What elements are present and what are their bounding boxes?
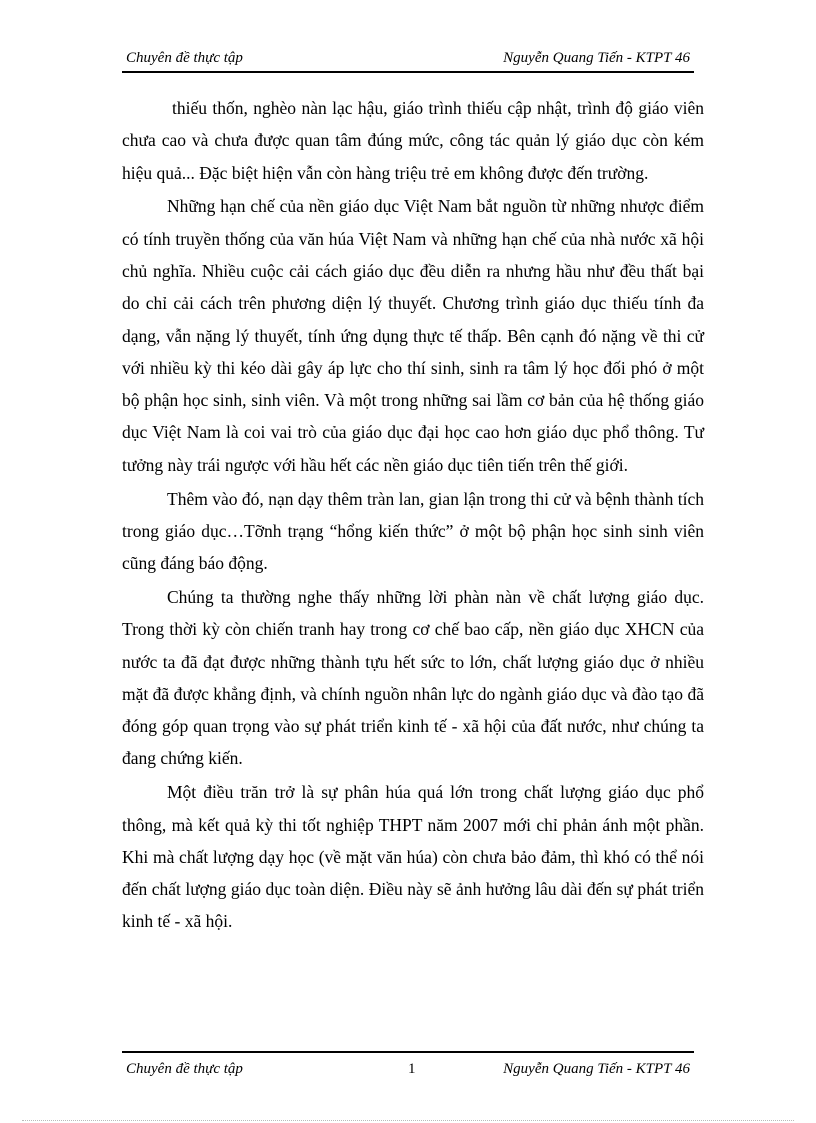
header-course-title: Chuyên đề thực tập: [126, 50, 243, 66]
paragraph: Thêm vào đó, nạn dạy thêm tràn lan, gian lận trong thi cử và bệnh thành tích trong giáo dục…Tỡnh trạng “hổng kiến thức” ở một bộ phận học sinh sinh viên cũng đáng báo động.: [122, 488, 704, 574]
paragraph: Một điều trăn trở là sự phân húa quá lớn trong chất lượng giáo dục phổ thông, mà kết quả kỳ thi tốt nghiệp THPT năm 2007 mới chỉ phản ánh một phần. Khi mà chất lượng dạy học (về mặt văn húa) còn chưa bảo đảm, thì khó có thể nói đến chất lượng giáo dục toàn diện. Điều này sẽ ảnh hưởng lâu dài đến sự phát triển kinh tế - xã hội.: [122, 782, 704, 932]
header-author: Nguyễn Quang Tiến - KTPT 46: [503, 50, 690, 66]
paragraph: Chúng ta thường nghe thấy những lời phàn nàn về chất lượng giáo dục. Trong thời kỳ còn chiến tranh hay trong cơ chế bao cấp, nền giáo dục XHCN của nước ta đã đạt được những thành tựu hết sức to lớn, chất lượng giáo dục ở nhiều mặt đã được khẳng định, và chính nguồn nhân lực do ngành giáo dục và đào tạo đã đóng góp quan trọng vào sự phát triển kinh tế - xã hội của đất nước, như chúng ta đang chứng kiến.: [122, 586, 704, 769]
page-footer: [122, 1051, 694, 1083]
footer-course-title: Chuyên đề thực tập: [126, 1061, 243, 1077]
document-body: [122, 92, 704, 939]
page-number: 1: [408, 1061, 416, 1077]
footer-author: Nguyễn Quang Tiến - KTPT 46: [503, 1061, 690, 1077]
page-bottom-divider: [22, 1120, 794, 1121]
paragraph: Những hạn chế của nền giáo dục Việt Nam bắt nguồn từ những nhược điểm có tính truyền thống của văn húa Việt Nam và những hạn chế của nhà nước xã hội chủ nghĩa. Nhiều cuộc cải cách giáo dục đều diễn ra nhưng hầu như đều thất bại do chỉ cải cách trên phương diện lý thuyết. Chương trình giáo dục thiếu tính đa dạng, vẫn nặng lý thuyết, tính ứng dụng thực tế thấp. Bên cạnh đó nặng về thi cử với nhiều kỳ thi kéo dài gây áp lực cho thí sinh, sinh ra tâm lý học đối phó ở một bộ phận học sinh, sinh viên. Và một trong những sai lầm cơ bản của hệ thống giáo dục Việt Nam là coi vai trò của giáo dục đại học cao hơn giáo dục phổ thông. Tư tưởng này trái ngược với hầu hết các nền giáo dục tiên tiến trên thế giới.: [122, 196, 704, 475]
paragraph: thiếu thốn, nghèo nàn lạc hậu, giáo trình thiếu cập nhật, trình độ giáo viên chưa cao và chưa được quan tâm đúng mức, công tác quản lý giáo dục còn kém hiệu quả... Đặc biệt hiện vẫn còn hàng triệu trẻ em không được đến trường.: [122, 98, 704, 183]
page-header: [122, 49, 694, 73]
